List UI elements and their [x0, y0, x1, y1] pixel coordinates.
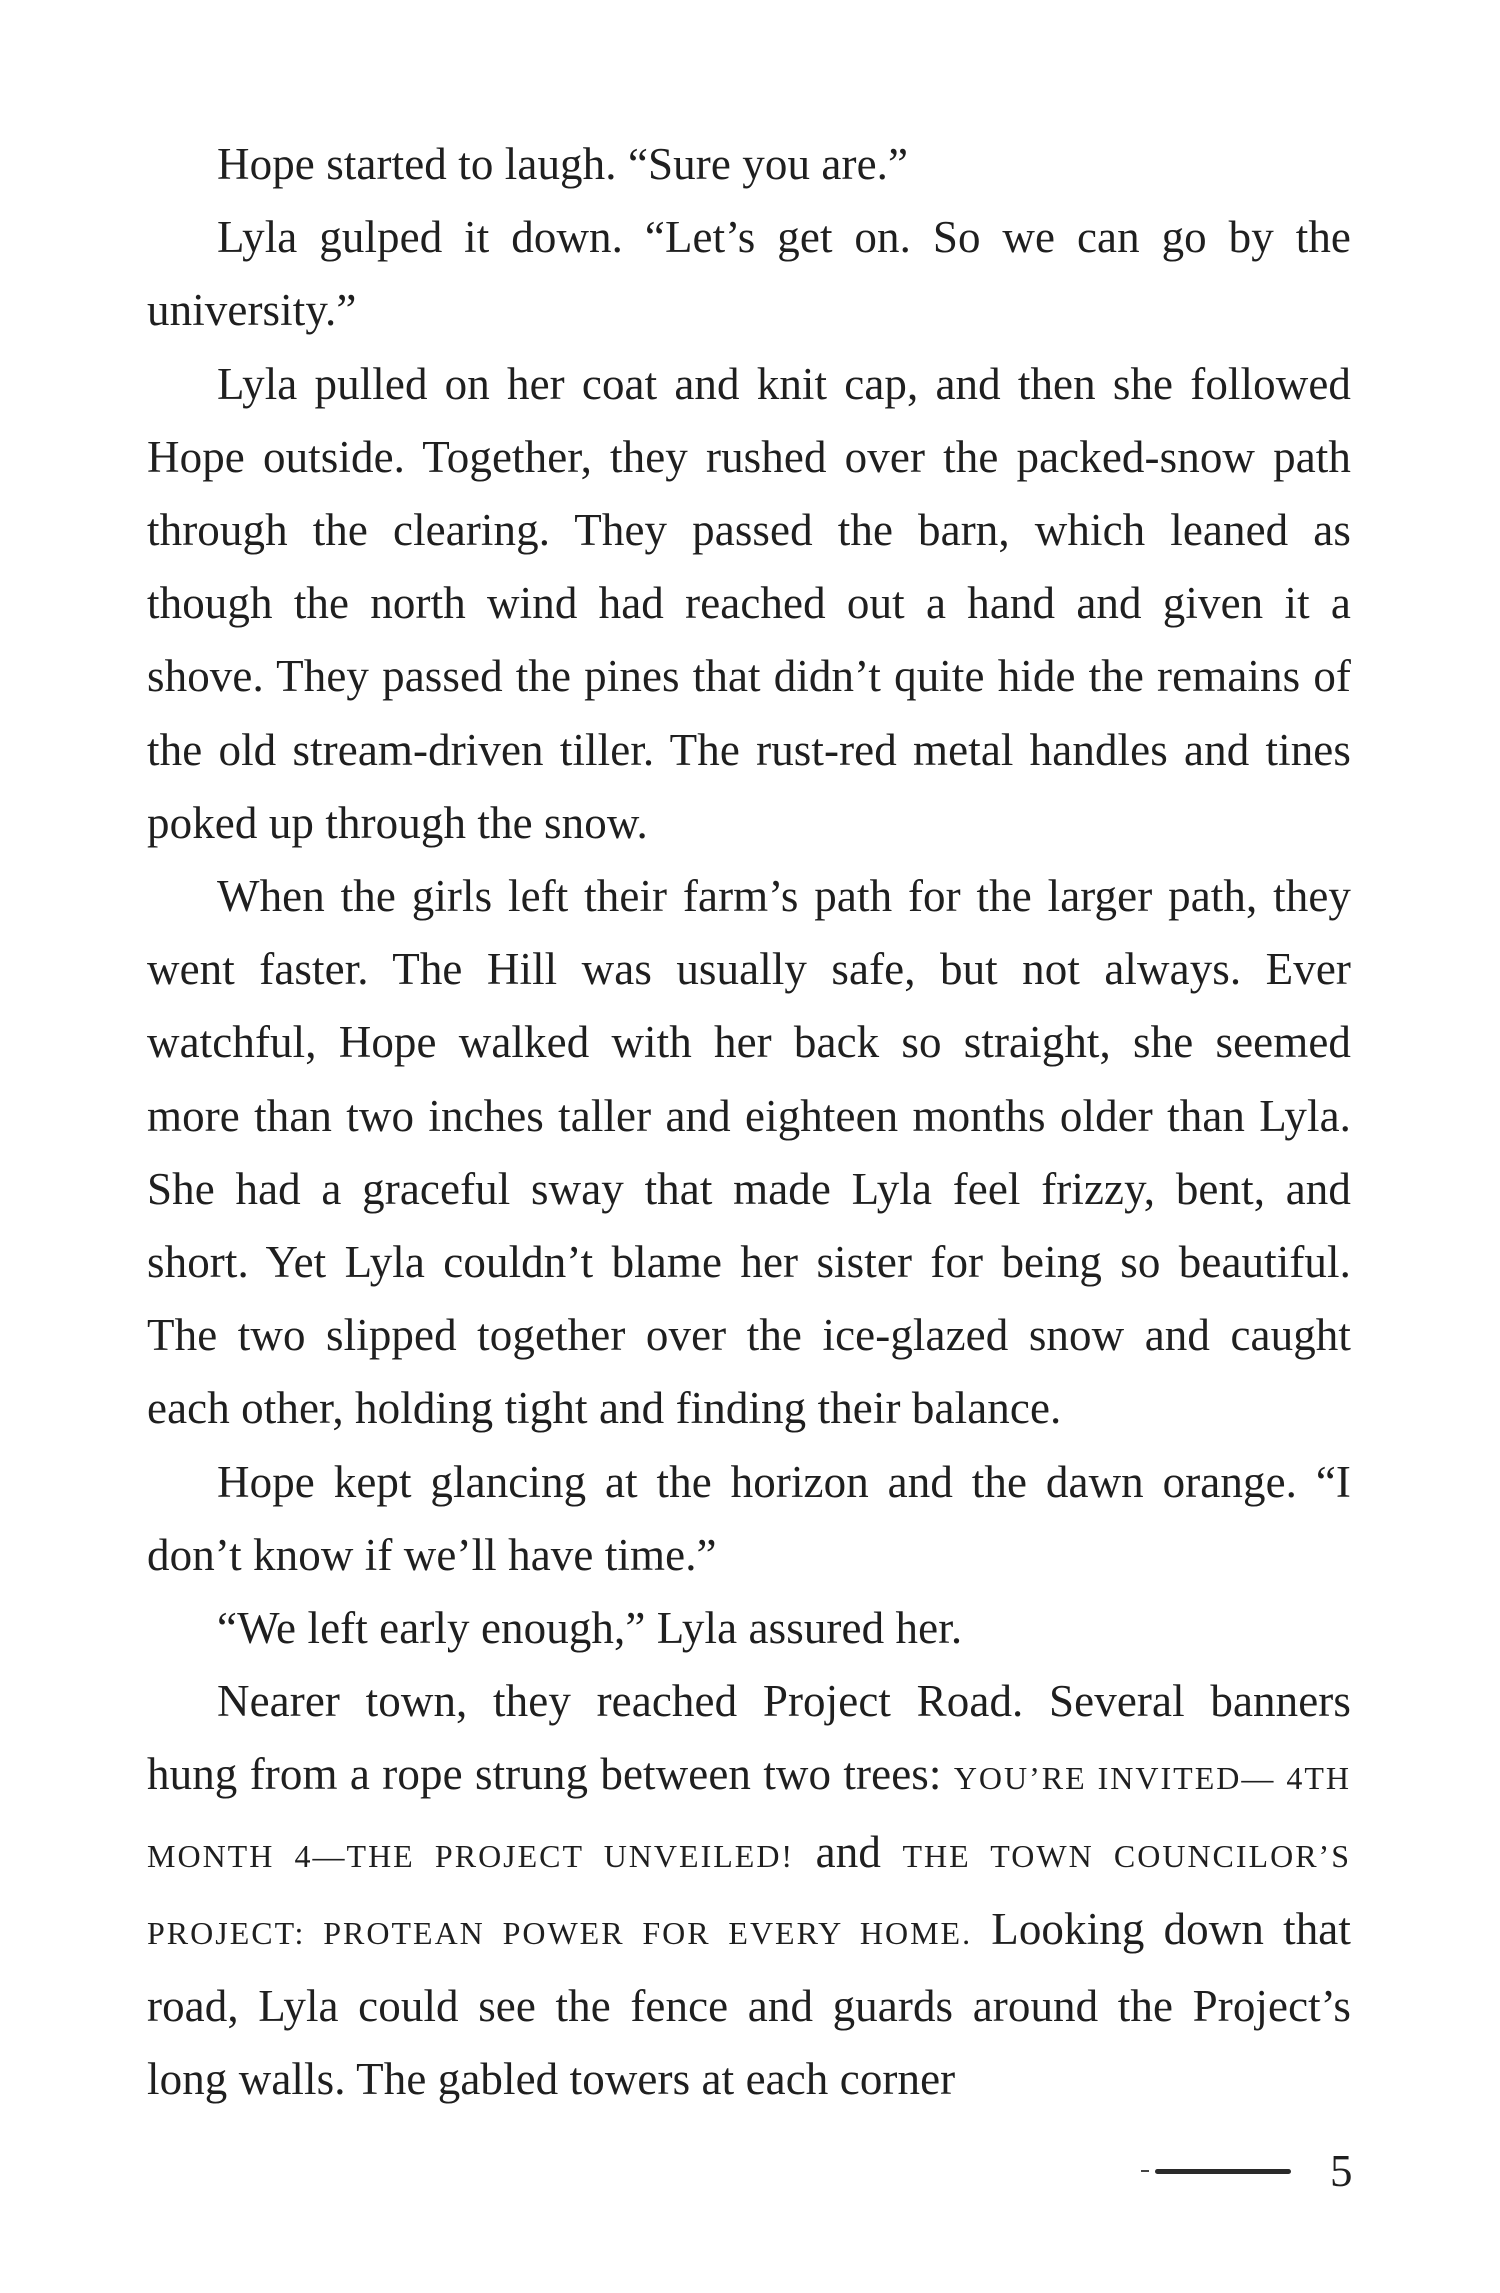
paragraph-3: Lyla pulled on her coat and knit cap, and then she followed Hope outside. Together, they rushed over the packed-snow path through the clearing. They passed the barn, which leaned as though the north wind had reached out a hand and given it a shove. They passed the pines that didn’t quite hide the remains of the old stream-driven tiller. The rust-red metal handles and tines poked up through the snow.	[147, 358, 1351, 848]
footer-rule	[1155, 2169, 1291, 2174]
paragraph-7-text-and: and	[794, 1826, 903, 1877]
paragraph-4: When the girls left their farm’s path for the larger path, they went faster. The Hill was usually safe, but not always. Ever watchful, Hope walked with her back so straight, she seemed more than two inches taller and eighteen months older than Lyla. She had a graceful sway that made Lyla feel frizzy, bent, and short. Yet Lyla couldn’t blame her sister for being so beautiful. The two slipped together over the ice-glazed snow and caught each other, holding tight and finding their balance.	[147, 871, 1351, 1434]
paragraph-7-text-after: Looking down that road, Lyla could see the fence and guards around the Project’s long walls. The gabled towers at each corner	[147, 1903, 1351, 2105]
paragraph-1: Hope started to laugh. “Sure you are.”	[217, 139, 909, 189]
page-number: 5	[1330, 2146, 1353, 2196]
page-footer	[1155, 2135, 1355, 2215]
paragraph-2: Lyla gulped it down. “Let’s get on. So we can go by the university.”	[147, 212, 1351, 336]
paragraph-7-text-before: Nearer town, they reached Project Road. Several banners hung from a rope strung between two trees:	[147, 1676, 1351, 1800]
banner-text-councilor: THE TOWN COUNCILOR’S PROJECT: PROTEAN POWER FOR EVERY HOME.	[147, 1837, 1352, 1951]
book-page	[147, 128, 1351, 2116]
paragraph-5: Hope kept glancing at the horizon and the dawn orange. “I don’t know if we’ll have time.”	[147, 1456, 1351, 1580]
banner-text-invited: YOU’RE INVITED— 4TH MONTH 4—THE PROJECT UNVEILED!	[147, 1760, 1352, 1874]
paragraph-6: “We left early enough,” Lyla assured her.	[217, 1603, 963, 1654]
paragraph-7	[147, 1665, 1351, 2116]
